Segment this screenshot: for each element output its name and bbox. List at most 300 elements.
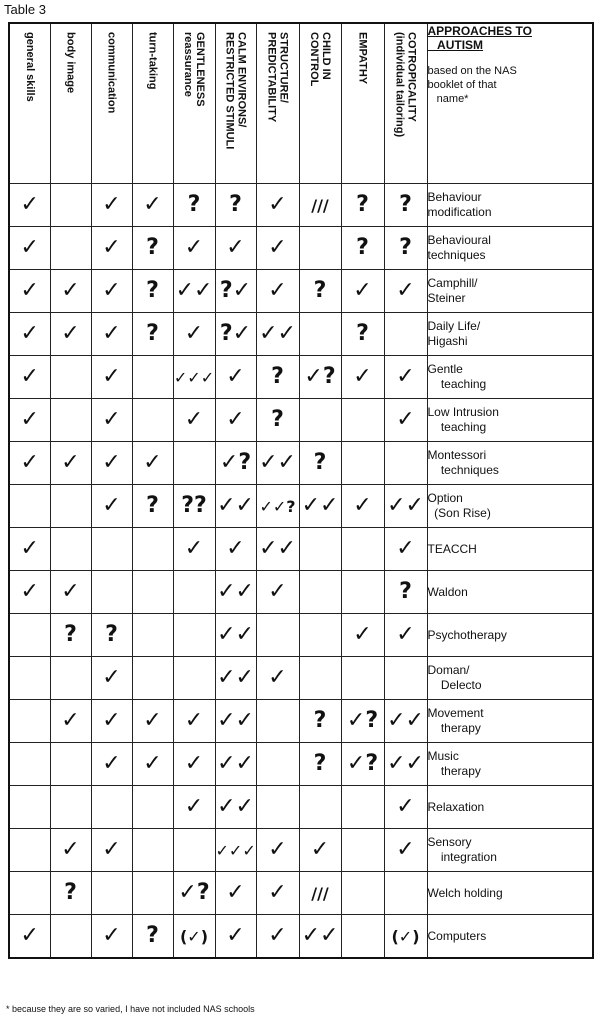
mark-cell	[299, 442, 341, 485]
mark-cell	[9, 313, 50, 356]
mark-cell	[50, 657, 91, 700]
mark: ✓	[184, 708, 204, 733]
mark: ✓	[102, 192, 121, 217]
mark-cell	[132, 442, 173, 485]
table-label: Table 3	[4, 2, 46, 17]
mark: ✓	[102, 708, 121, 733]
mark: ✓	[102, 837, 121, 862]
mark: ✓	[226, 235, 245, 260]
mark-cell	[50, 485, 91, 528]
mark-cell	[215, 571, 256, 614]
mark-cell	[9, 829, 50, 872]
mark-cell	[215, 356, 256, 399]
mark-cell	[9, 872, 50, 915]
mark-cell	[91, 700, 132, 743]
column-header-label: CHILD IN CONTROL	[308, 32, 332, 87]
mark-cell	[341, 571, 384, 614]
table-row	[9, 528, 593, 571]
mark: ✓	[143, 708, 162, 733]
header-row	[9, 23, 593, 184]
mark: ✓✓?	[259, 496, 296, 516]
mark-cell	[132, 786, 173, 829]
column-header	[256, 23, 299, 184]
mark-cell	[384, 786, 427, 829]
mark-cell	[256, 227, 299, 270]
mark-cell	[173, 227, 215, 270]
mark-cell	[256, 313, 299, 356]
mark-cell	[215, 528, 256, 571]
mark-cell	[341, 872, 384, 915]
column-header-label: STRUCTURE/ PREDICTABILITY	[265, 32, 290, 123]
mark-cell	[91, 528, 132, 571]
mark-cell	[132, 915, 173, 959]
mark: ✓	[268, 192, 287, 217]
table-row	[9, 485, 593, 528]
mark-cell	[299, 184, 341, 227]
mark: ✓✓	[217, 493, 254, 518]
mark: ✓✓	[217, 665, 254, 690]
mark-cell	[132, 184, 173, 227]
mark-cell	[341, 700, 384, 743]
mark-cell	[132, 313, 173, 356]
mark: ?	[356, 192, 369, 217]
mark-cell	[299, 657, 341, 700]
mark-cell	[9, 184, 50, 227]
mark-cell	[50, 743, 91, 786]
column-header-label: general skills	[23, 32, 36, 102]
mark: ✓	[310, 837, 330, 862]
approach-name: Doman/ Delecto	[427, 657, 593, 700]
mark-cell	[215, 700, 256, 743]
table-row	[9, 786, 593, 829]
mark-cell	[9, 786, 50, 829]
mark-cell	[9, 399, 50, 442]
mark-cell	[384, 270, 427, 313]
approaches-table	[8, 22, 594, 959]
mark-cell	[9, 227, 50, 270]
mark-cell	[384, 571, 427, 614]
mark: ✓	[102, 235, 121, 260]
mark-cell	[132, 227, 173, 270]
mark-cell	[299, 485, 341, 528]
mark: ?	[356, 235, 369, 260]
mark-cell	[50, 184, 91, 227]
mark-cell	[9, 915, 50, 959]
mark: (✓)	[391, 926, 420, 946]
column-header-label: EMPATHY	[356, 32, 369, 85]
mark: ?	[313, 751, 327, 776]
mark: ?	[146, 278, 159, 303]
mark-cell	[9, 528, 50, 571]
mark-cell	[256, 700, 299, 743]
mark: ///	[311, 195, 329, 215]
approach-name: Waldon	[427, 571, 593, 614]
mark-cell	[256, 184, 299, 227]
approach-name: Computers	[427, 915, 593, 959]
mark-cell	[299, 356, 341, 399]
mark-cell	[173, 614, 215, 657]
mark-cell	[341, 915, 384, 959]
mark: ?✓	[219, 321, 252, 346]
mark: ✓✓	[387, 493, 424, 518]
mark-cell	[215, 743, 256, 786]
column-header	[91, 23, 132, 184]
mark-cell	[384, 915, 427, 959]
mark: ✓	[102, 450, 121, 475]
mark-cell	[341, 743, 384, 786]
mark-cell	[215, 270, 256, 313]
mark: ✓	[20, 923, 39, 948]
mark-cell	[9, 270, 50, 313]
table-row	[9, 184, 593, 227]
mark: ✓?	[346, 751, 379, 776]
mark: ?	[399, 192, 412, 217]
mark-cell	[341, 786, 384, 829]
mark: ✓	[268, 235, 287, 260]
mark: ✓✓	[387, 751, 424, 776]
mark-cell	[173, 829, 215, 872]
mark-cell	[341, 829, 384, 872]
mark-cell	[215, 614, 256, 657]
mark-cell	[256, 657, 299, 700]
mark-cell	[299, 571, 341, 614]
column-header-label: body image	[64, 32, 77, 94]
mark: ✓	[268, 923, 287, 948]
table-row	[9, 399, 593, 442]
mark-cell	[384, 313, 427, 356]
mark-cell	[91, 915, 132, 959]
mark-cell	[341, 485, 384, 528]
mark: ✓	[184, 751, 204, 776]
mark: ✓	[20, 364, 39, 389]
column-header-label: GENTLENESS reassurance	[182, 32, 206, 107]
mark-cell	[91, 184, 132, 227]
mark-cell	[50, 528, 91, 571]
mark: ✓	[268, 837, 287, 862]
mark-cell	[341, 270, 384, 313]
mark: ??	[181, 493, 207, 518]
mark-cell	[299, 399, 341, 442]
mark: ✓	[396, 536, 415, 561]
approach-name: Gentle teaching	[427, 356, 593, 399]
mark: ✓✓	[301, 493, 339, 518]
mark: ✓	[20, 278, 39, 303]
mark-cell	[215, 227, 256, 270]
mark-cell	[341, 184, 384, 227]
mark-cell	[132, 872, 173, 915]
mark: ?	[271, 407, 284, 432]
mark-cell	[256, 270, 299, 313]
mark: ✓	[102, 278, 121, 303]
mark: ✓	[61, 708, 80, 733]
mark: ✓?	[178, 880, 210, 905]
column-header	[215, 23, 256, 184]
mark: ✓	[184, 407, 204, 432]
mark-cell	[132, 657, 173, 700]
approach-name: Welch holding	[427, 872, 593, 915]
mark: ✓	[396, 364, 415, 389]
approach-name: TEACCH	[427, 528, 593, 571]
mark-cell	[50, 270, 91, 313]
mark-cell	[91, 829, 132, 872]
mark: ✓✓	[259, 321, 296, 346]
mark: ?	[399, 579, 412, 604]
mark-cell	[9, 442, 50, 485]
column-header	[173, 23, 215, 184]
mark-cell	[299, 872, 341, 915]
mark: ?	[229, 192, 242, 217]
mark-cell	[50, 399, 91, 442]
mark: ?	[64, 622, 77, 647]
mark: ?	[146, 321, 159, 346]
approach-name: Relaxation	[427, 786, 593, 829]
mark-cell	[299, 270, 341, 313]
mark: ✓	[20, 536, 39, 561]
mark-cell	[91, 614, 132, 657]
mark-cell	[173, 442, 215, 485]
mark-cell	[50, 700, 91, 743]
mark-cell	[9, 700, 50, 743]
table-row	[9, 442, 593, 485]
mark: ✓	[61, 579, 80, 604]
mark: ?	[146, 923, 159, 948]
mark: ✓	[20, 235, 39, 260]
mark-cell	[384, 743, 427, 786]
mark-cell	[173, 528, 215, 571]
mark-cell	[132, 743, 173, 786]
column-header	[9, 23, 50, 184]
mark-cell	[384, 485, 427, 528]
mark: ✓	[226, 364, 245, 389]
mark: ✓	[61, 278, 80, 303]
mark: ✓✓	[217, 751, 254, 776]
column-header	[299, 23, 341, 184]
mark-cell	[173, 184, 215, 227]
mark-cell	[50, 571, 91, 614]
mark-cell	[256, 872, 299, 915]
mark-cell	[299, 227, 341, 270]
column-header-label: CALM ENVIRONS/ RESTRICTED STIMULI	[223, 32, 248, 150]
mark-cell	[132, 270, 173, 313]
mark-cell	[132, 829, 173, 872]
mark: ✓	[61, 321, 80, 346]
mark-cell	[256, 571, 299, 614]
column-header	[50, 23, 91, 184]
mark: ✓	[143, 192, 162, 217]
mark: ✓	[184, 794, 204, 819]
mark-cell	[173, 270, 215, 313]
footnote: * because they are so varied, I have not included NAS schools	[6, 1004, 255, 1014]
table-row	[9, 614, 593, 657]
mark: ✓✓	[217, 579, 254, 604]
mark: ✓	[20, 450, 39, 475]
mark: ✓✓✓	[215, 840, 256, 860]
mark: ?	[313, 708, 327, 733]
mark-cell	[173, 786, 215, 829]
mark: ✓✓	[217, 794, 254, 819]
approach-name: Low Intrusion teaching	[427, 399, 593, 442]
mark-cell	[9, 657, 50, 700]
mark-cell	[215, 829, 256, 872]
mark-cell	[132, 485, 173, 528]
mark-cell	[91, 227, 132, 270]
approach-name: Psychotherapy	[427, 614, 593, 657]
mark: ✓	[268, 665, 287, 690]
mark-cell	[384, 184, 427, 227]
approach-name: Movement therapy	[427, 700, 593, 743]
mark: ✓	[396, 622, 415, 647]
mark-cell	[173, 657, 215, 700]
approaches-title: APPROACHES TO AUTISM	[427, 24, 532, 52]
mark-cell	[91, 872, 132, 915]
mark: ✓	[20, 192, 39, 217]
mark: ?	[356, 321, 369, 346]
mark-cell	[256, 743, 299, 786]
mark: ✓	[102, 407, 121, 432]
mark-cell	[384, 399, 427, 442]
mark: ?	[146, 493, 159, 518]
mark-cell	[9, 485, 50, 528]
mark-cell	[384, 356, 427, 399]
mark-cell	[299, 614, 341, 657]
mark-cell	[215, 657, 256, 700]
mark: ?	[313, 450, 327, 475]
mark-cell	[341, 399, 384, 442]
column-header	[132, 23, 173, 184]
mark-cell	[341, 614, 384, 657]
mark: ✓	[226, 407, 245, 432]
mark-cell	[173, 915, 215, 959]
mark-cell	[256, 442, 299, 485]
mark-cell	[299, 786, 341, 829]
mark-cell	[384, 442, 427, 485]
mark-cell	[299, 743, 341, 786]
mark-cell	[50, 614, 91, 657]
mark-cell	[91, 270, 132, 313]
mark: ✓	[226, 536, 245, 561]
table-row	[9, 356, 593, 399]
mark: ✓?	[346, 708, 379, 733]
approach-name: Option (Son Rise)	[427, 485, 593, 528]
mark-cell	[91, 313, 132, 356]
mark-cell	[9, 743, 50, 786]
mark: ✓	[396, 837, 415, 862]
mark: ✓	[353, 622, 372, 647]
mark: (✓)	[179, 926, 209, 946]
mark-cell	[341, 313, 384, 356]
mark-cell	[173, 313, 215, 356]
mark-cell	[256, 786, 299, 829]
mark: ✓	[184, 536, 204, 561]
mark-cell	[256, 829, 299, 872]
table-row	[9, 915, 593, 959]
mark-cell	[91, 442, 132, 485]
mark-cell	[91, 399, 132, 442]
table-row	[9, 313, 593, 356]
mark-cell	[256, 915, 299, 959]
mark: ✓	[353, 493, 372, 518]
mark-cell	[50, 915, 91, 959]
mark-cell	[91, 485, 132, 528]
mark-cell	[215, 399, 256, 442]
mark-cell	[91, 743, 132, 786]
mark-cell	[50, 227, 91, 270]
approach-name: Sensory integration	[427, 829, 593, 872]
mark-cell	[384, 700, 427, 743]
mark-cell	[384, 872, 427, 915]
column-header	[384, 23, 427, 184]
mark: ?	[313, 278, 327, 303]
mark: ✓	[102, 321, 121, 346]
mark: ✓	[102, 923, 121, 948]
mark-cell	[299, 829, 341, 872]
mark-cell	[256, 485, 299, 528]
mark-cell	[173, 571, 215, 614]
mark: ✓	[226, 923, 245, 948]
mark: ✓	[20, 321, 39, 346]
mark-cell	[50, 829, 91, 872]
mark-cell	[50, 442, 91, 485]
mark-cell	[299, 700, 341, 743]
mark-cell	[173, 743, 215, 786]
mark: ?✓	[219, 278, 252, 303]
mark: ✓✓	[259, 450, 296, 475]
mark-cell	[256, 399, 299, 442]
approach-name: Camphill/ Steiner	[427, 270, 593, 313]
approaches-header	[427, 23, 593, 184]
mark-cell	[215, 184, 256, 227]
mark: ?	[105, 622, 118, 647]
mark-cell	[132, 571, 173, 614]
mark-cell	[341, 442, 384, 485]
mark-cell	[215, 915, 256, 959]
mark: ✓✓	[217, 708, 254, 733]
table-row	[9, 829, 593, 872]
mark: ✓	[184, 235, 204, 260]
table-row	[9, 571, 593, 614]
mark-cell	[91, 786, 132, 829]
mark: ?	[187, 192, 201, 217]
mark: ✓✓	[217, 622, 254, 647]
approach-name: Behaviour modification	[427, 184, 593, 227]
mark-cell	[173, 399, 215, 442]
mark: ✓	[226, 880, 245, 905]
mark-cell	[132, 528, 173, 571]
mark: ✓	[268, 579, 287, 604]
mark: ?	[146, 235, 159, 260]
mark: ?	[399, 235, 412, 260]
mark-cell	[384, 657, 427, 700]
mark: ✓✓	[387, 708, 424, 733]
mark: ✓	[102, 493, 121, 518]
approaches-subtitle: based on the NAS booklet of that name*	[427, 65, 517, 105]
mark: ✓	[61, 837, 80, 862]
approach-name: Daily Life/ Higashi	[427, 313, 593, 356]
mark: ✓	[102, 665, 121, 690]
table-row	[9, 227, 593, 270]
mark-cell	[215, 786, 256, 829]
mark: ✓	[396, 278, 415, 303]
mark: ✓	[143, 450, 162, 475]
mark: ✓	[396, 407, 415, 432]
mark: ✓	[102, 364, 121, 389]
mark-cell	[132, 399, 173, 442]
mark-cell	[50, 786, 91, 829]
mark-cell	[384, 227, 427, 270]
mark: ✓✓	[175, 278, 213, 303]
table-row	[9, 657, 593, 700]
mark: ✓	[61, 450, 80, 475]
